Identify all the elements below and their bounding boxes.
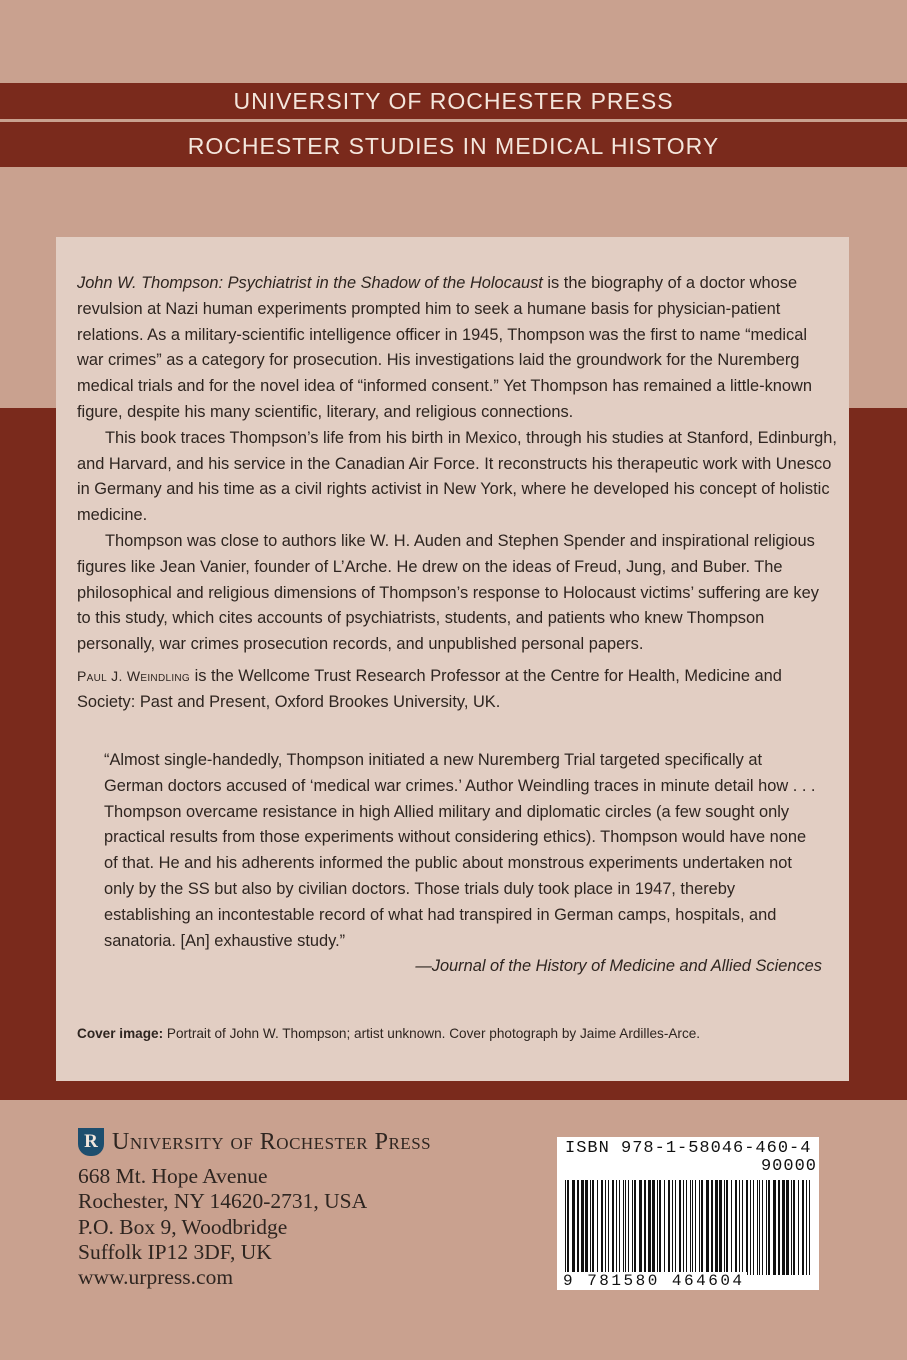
description-paragraph-1-text: is the biography of a doctor whose revulsion at Nazi human experiments prompted him to seek a humane basis for physician-patient relations. As a military-scientific intelligence officer in 1945, Thompson was the first to name “medical war crimes” as a category for prosecution. His investigations laid the groundwork for the Nuremberg medical trials and for the novel idea of “informed consent.” Yet Thompson has remained a little-known figure, despite his many scientific, literary, and religious connections. [77, 274, 812, 421]
review-quote-text: “Almost single-handedly, Thompson initiated a new Nuremberg Trial targeted specifically at German doctors accused of ‘medical war crimes.’ Author Weindling traces in minute detail how . . . Thompson overcame resistance in high Allied military and diplomatic circles (a few sought only practical results from those experiments without considering ethics). Thompson would have none of that. He and his adherents informed the public about monstrous experiments undertaken not only by the SS but also by civilian doctors. Those trials duly took place in 1947, thereby establishing an incontestable record of what had transpired in German camps, hospitals, and sanatoria. [An] exhaustive study.” [104, 751, 816, 950]
publisher-name: University of Rochester Press [112, 1128, 432, 1155]
publisher-address [78, 1164, 431, 1290]
series-banner: ROCHESTER STUDIES IN MEDICAL HISTORY [0, 122, 907, 167]
cover-credit [77, 1026, 837, 1041]
author-bio [77, 664, 837, 716]
cover-credit-label: Cover image: [77, 1026, 164, 1041]
cover-credit-text: Portrait of John W. Thompson; artist unknown. Cover photograph by Jaime Ardilles-Arce. [163, 1026, 701, 1041]
ean-digits: 9 781580 464604 [563, 1272, 745, 1290]
review-source: —Journal of the History of Medicine and Allied Sciences [415, 957, 822, 976]
publisher-block [78, 1128, 431, 1290]
address-line: Rochester, NY 14620-2731, USA [78, 1189, 368, 1214]
address-line: Suffolk IP12 3DF, UK [78, 1239, 272, 1264]
address-line: 668 Mt. Hope Avenue [78, 1164, 268, 1188]
address-line: P.O. Box 9, Woodbridge [78, 1214, 288, 1239]
barcode-bars [565, 1180, 813, 1275]
description-paragraph-2: This book traces Thompson’s life from his birth in Mexico, through his studies at Stanford, Edinburgh, and Harvard, and his service in the Canadian Air Force. It reconstructs his therapeutic work with Unesco in Germany and his time as a civil rights activist in New York, where he developed his concept of holistic medicine. [77, 428, 837, 525]
publisher-website: www.urpress.com [78, 1265, 234, 1290]
description-paragraph-3: Thompson was close to authors like W. H. Auden and Stephen Spender and inspirational religious figures like Jean Vanier, founder of L’Arche. He drew on the ideas of Freud, Jung, and Buber. The philosophical and religious dimensions of Thompson’s response to Holocaust victims’ suffering are key to this study, which cites accounts of psychiatrists, students, and patients who knew Thompson personally, war crimes prosecution records, and unpublished personal papers. [77, 531, 819, 654]
publisher-banner: UNIVERSITY OF ROCHESTER PRESS [0, 83, 907, 119]
description-panel [56, 237, 849, 1081]
author-bio-text: is the Wellcome Trust Research Professor at the Centre for Health, Medicine and Society: Past and Present, Oxford Brookes University, UK. [77, 666, 782, 711]
publisher-logo-icon: R [78, 1128, 104, 1156]
author-name: Paul J. Weindling [77, 667, 191, 684]
book-description [77, 271, 837, 716]
isbn-barcode [557, 1137, 819, 1290]
review-quote [104, 748, 824, 980]
price-code: 90000 [760, 1157, 817, 1176]
description-paragraph-1 [77, 271, 837, 426]
book-title: John W. Thompson: Psychiatrist in the Shadow of the Holocaust [77, 274, 543, 292]
isbn-label: ISBN 978-1-58046-460-4 [565, 1139, 812, 1158]
